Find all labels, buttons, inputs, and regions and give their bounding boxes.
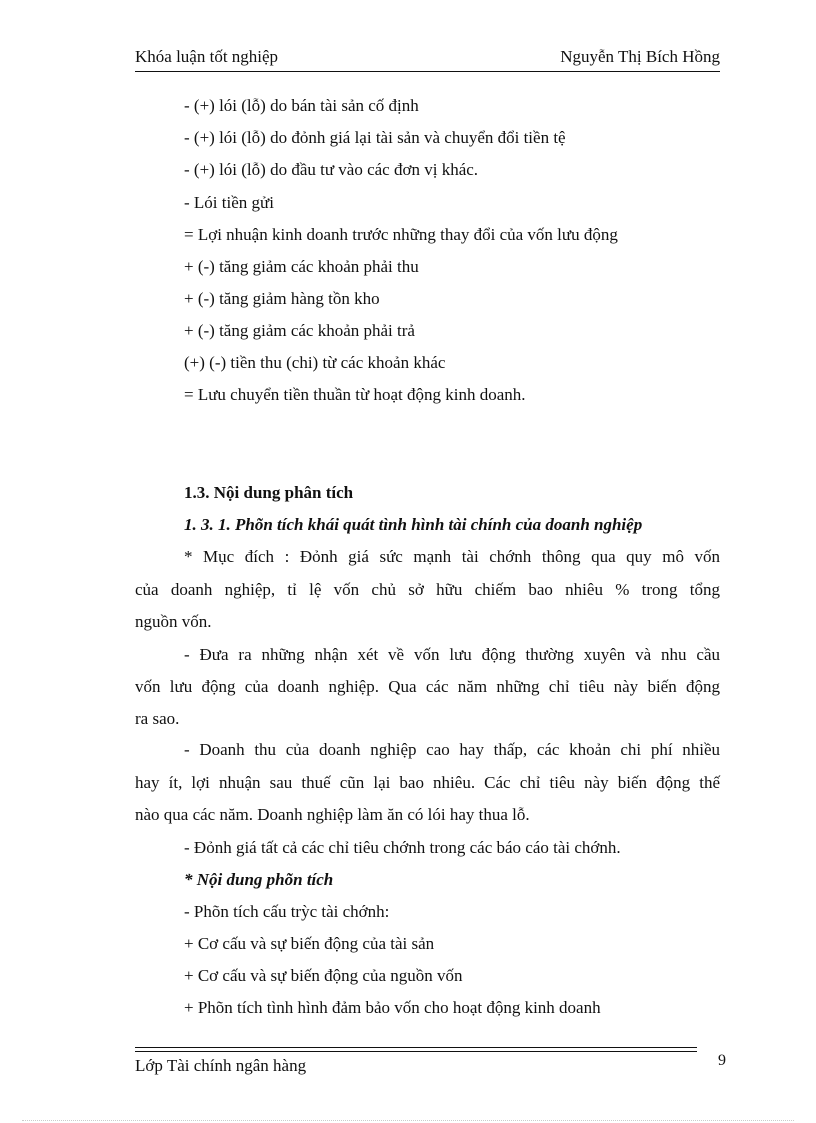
cash-flow-item: = Lưu chuyển tiền thuần từ hoạt động kinh doanh. — [184, 385, 526, 404]
cash-flow-item: (+) (-) tiền thu (chi) từ các khoản khác — [184, 353, 446, 372]
paragraph-line: hay ít, lợi nhuận sau thuế cũn lại bao nhiêu. Các chỉ tiêu này biến động thế — [135, 773, 720, 792]
header-rule — [135, 71, 720, 72]
cash-flow-item: = Lợi nhuận kinh doanh trước những thay đổi của vốn lưu động — [184, 225, 618, 244]
footer-rule-bottom — [135, 1051, 697, 1052]
content-item: + Phõn tích tình hình đảm bảo vốn cho hoạt động kinh doanh — [184, 998, 601, 1017]
page-number: 9 — [718, 1052, 726, 1069]
content-heading: * Nội dung phõn tích — [184, 870, 334, 889]
cash-flow-item: + (-) tăng giảm hàng tồn kho — [184, 289, 380, 308]
content-item: - Phõn tích cấu trỳc tài chớnh: — [184, 902, 390, 921]
paragraph-line: vốn lưu động của doanh nghiệp. Qua các năm những chỉ tiêu này biến động — [135, 677, 720, 696]
paragraph-line: - Đưa ra những nhận xét về vốn lưu động thường xuyên và nhu cầu — [184, 645, 720, 664]
page-header — [135, 47, 720, 73]
paragraph-line: của doanh nghiệp, tỉ lệ vốn chủ sở hữu chiếm bao nhiêu % trong tổng — [135, 580, 720, 599]
footer-rule-top — [135, 1047, 697, 1048]
section-subheading: 1. 3. 1. Phõn tích khái quát tình hình tài chính của doanh nghiệp — [184, 515, 643, 534]
content-item: + Cơ cấu và sự biến động của nguồn vốn — [184, 966, 463, 985]
cash-flow-item: - (+) lói (lỗ) do đỏnh giá lại tài sản và chuyển đổi tiền tệ — [184, 128, 566, 147]
content-item: + Cơ cấu và sự biến động của tài sản — [184, 934, 435, 953]
paragraph-line: nguồn vốn. — [135, 612, 212, 631]
paragraph-line: - Đỏnh giá tất cả các chỉ tiêu chớnh trong các báo cáo tài chớnh. — [184, 838, 621, 857]
header-author-name: Nguyễn Thị Bích Hồng — [560, 47, 720, 66]
cash-flow-item: - Lói tiền gửi — [184, 193, 274, 212]
paragraph-line: - Doanh thu của doanh nghiệp cao hay thấp, các khoản chi phí nhiều — [184, 740, 720, 759]
cash-flow-item: + (-) tăng giảm các khoản phải trả — [184, 321, 415, 340]
cash-flow-item: - (+) lói (lỗ) do bán tài sản cố định — [184, 96, 419, 115]
header-thesis-title: Khóa luận tốt nghiệp — [135, 47, 279, 66]
section-heading: 1.3. Nội dung phân tích — [184, 483, 354, 502]
paragraph-line: ra sao. — [135, 709, 180, 728]
cash-flow-item: - (+) lói (lỗ) do đầu tư vào các đơn vị khác. — [184, 160, 479, 179]
paragraph-line: * Mục đích : Đỏnh giá sức mạnh tài chớnh thông qua quy mô vốn — [184, 547, 720, 566]
page-bottom-edge — [22, 1120, 794, 1121]
cash-flow-item: + (-) tăng giảm các khoản phải thu — [184, 257, 419, 276]
footer-class-name: Lớp Tài chính ngân hàng — [135, 1056, 307, 1075]
paragraph-line: nào qua các năm. Doanh nghiệp làm ăn có lói hay thua lỗ. — [135, 805, 530, 824]
